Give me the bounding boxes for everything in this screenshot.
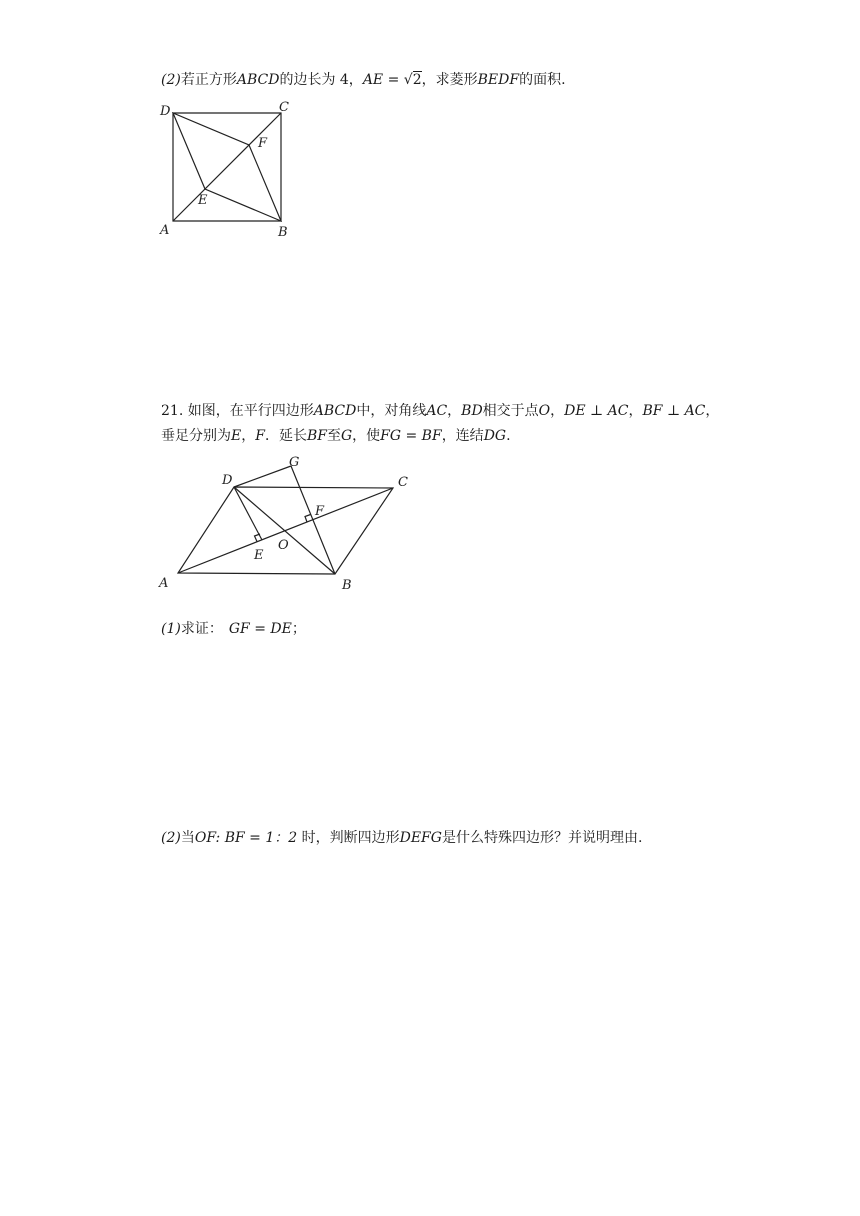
math-var: DG [483, 428, 507, 444]
sqrt-sign: √ [403, 72, 413, 88]
subquestion-2 [161, 829, 642, 847]
label-c: C [398, 475, 408, 490]
text-segment: 求证： [180, 621, 223, 637]
text-segment: 的面积. [519, 72, 566, 88]
square-figure [155, 95, 305, 245]
math-var: G [340, 428, 353, 444]
math-expr: FG = BF [380, 428, 442, 444]
math-var: BEDF [477, 72, 520, 88]
sqrt-value: 2 [412, 72, 422, 88]
segment-de [234, 487, 262, 540]
label-f: F [258, 136, 268, 151]
text-segment: 垂足分别为 [161, 428, 231, 444]
math-var: ABCD [236, 72, 280, 88]
math-var: ABCD [313, 403, 357, 419]
text-segment: 时，判断四边形 [297, 830, 400, 846]
math-expr: GF = DE [228, 621, 292, 637]
text-segment: ．延长 [264, 428, 307, 444]
text-segment: 当 [180, 830, 195, 846]
text-segment: 21. 如图，在平行四边形 [161, 403, 314, 419]
diagonal-bd [234, 487, 335, 574]
label-a: A [159, 576, 169, 591]
subquestion-1 [161, 620, 306, 638]
label-a: A [160, 223, 170, 238]
text-segment: ， [550, 403, 565, 419]
text-segment: ， [241, 428, 256, 444]
label-c: C [279, 100, 289, 115]
label-f: F [315, 504, 325, 519]
text-segment: ，连结 [441, 428, 484, 444]
label-d: D [222, 473, 233, 488]
q21-line1 [161, 402, 719, 420]
math-var: AC [426, 403, 448, 419]
diagonal-ac [178, 488, 393, 573]
math-var: DEFG [399, 830, 442, 846]
math-var: O [538, 403, 551, 419]
math-expr: DE ⊥ AC [564, 403, 629, 419]
diagonal-ac [173, 113, 281, 221]
segment-bg [291, 466, 335, 574]
label-e: E [198, 193, 208, 208]
part-label: (2) [161, 830, 181, 846]
math-var: BD [461, 403, 483, 419]
prev-question-part2 [161, 71, 566, 89]
text-segment: ， [628, 403, 643, 419]
math-var: AE [362, 72, 384, 88]
text-segment: ； [291, 621, 306, 637]
text-segment: 是什么特殊四边形？并说明理由. [441, 830, 643, 846]
text-segment: ， [447, 403, 462, 419]
text-segment: 相交于点 [482, 403, 539, 419]
label-b: B [278, 225, 288, 240]
part-label: (1) [161, 621, 181, 637]
text-segment: 若正方形 [180, 72, 237, 88]
label-o: O [278, 538, 289, 553]
text-segment: 的边长为 4， [279, 72, 363, 88]
math-expr: BF ⊥ AC [642, 403, 706, 419]
text-segment: ， [705, 403, 720, 419]
math-op: = [383, 72, 404, 88]
text-segment: . [506, 428, 511, 444]
text-segment: ，使 [352, 428, 381, 444]
q21-line2 [161, 427, 511, 445]
text-segment: 中，对角线 [356, 403, 427, 419]
math-var: E [231, 428, 242, 444]
text-segment: ，求菱形 [421, 72, 478, 88]
math-expr: OF: BF = 1：2 [194, 830, 298, 846]
part-label: (2) [161, 72, 181, 88]
label-b: B [342, 578, 352, 593]
text-segment: 至 [326, 428, 341, 444]
label-e: E [254, 548, 264, 563]
label-d: D [160, 104, 171, 119]
math-var: BF [306, 428, 327, 444]
segment-dg [234, 466, 291, 487]
parallelogram-figure [155, 452, 425, 597]
label-g: G [289, 455, 300, 470]
math-var: F [255, 428, 265, 444]
